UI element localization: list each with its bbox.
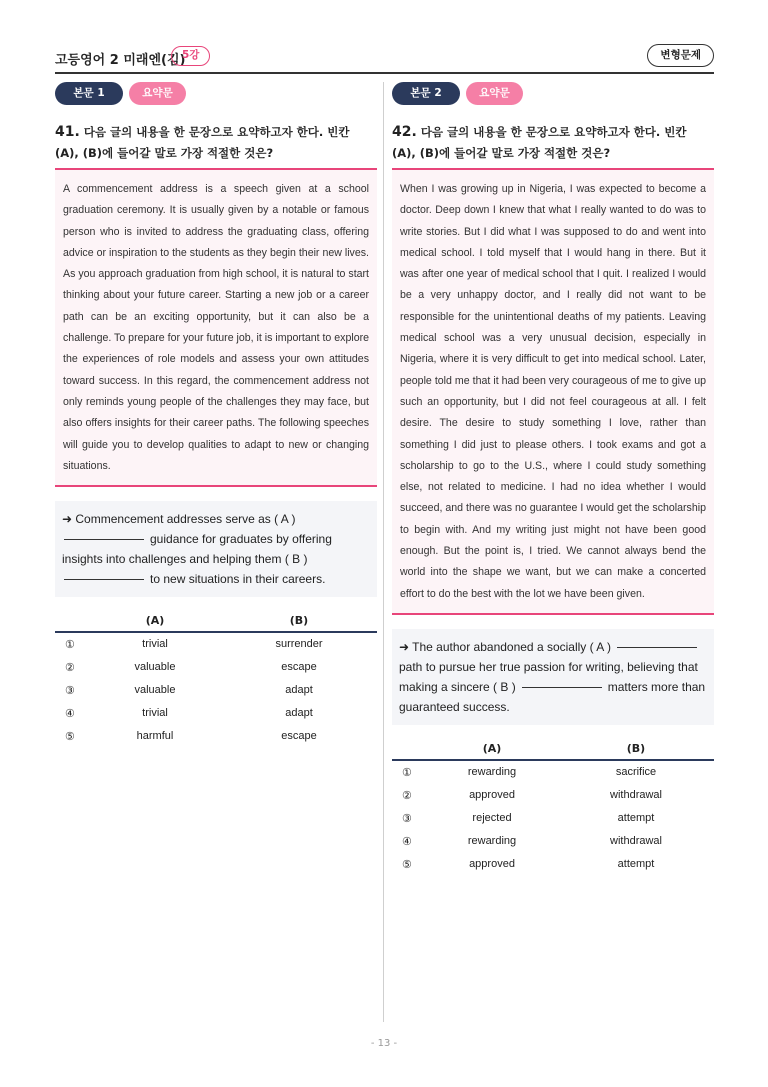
header-a: (A) bbox=[145, 614, 165, 628]
option-b: adapt bbox=[285, 684, 313, 697]
summary-tag: 요약문 bbox=[129, 82, 186, 105]
blank-a bbox=[617, 647, 697, 648]
option-b: escape bbox=[281, 730, 317, 743]
option-b: adapt bbox=[285, 707, 313, 720]
option-row[interactable] bbox=[392, 807, 714, 830]
blank-a bbox=[64, 539, 144, 540]
option-number: ① bbox=[402, 766, 412, 779]
option-b: attempt bbox=[617, 857, 655, 870]
answer-options bbox=[55, 609, 377, 748]
summary-part-1: ➜ Commencement addresses serve as ( A ) bbox=[62, 512, 296, 527]
passage-tag: 본문 1 bbox=[55, 82, 123, 105]
option-a: rewarding bbox=[467, 765, 517, 778]
question-number: 41. bbox=[55, 124, 80, 140]
options-header bbox=[392, 737, 714, 761]
header-b: (B) bbox=[289, 614, 309, 628]
option-a: valuable bbox=[134, 661, 176, 674]
option-b: withdrawal bbox=[610, 834, 662, 847]
answer-options bbox=[392, 737, 714, 876]
page-header bbox=[55, 44, 714, 74]
option-b: sacrifice bbox=[615, 765, 657, 778]
option-a: approved bbox=[469, 857, 515, 870]
page-number: - 13 - bbox=[370, 1038, 398, 1049]
question-text: 다음 글의 내용을 한 문장으로 요약하고자 한다. 빈칸 (A), (B)에 들어갈 말로 가장 적절한 것은? bbox=[55, 125, 350, 160]
option-number: ② bbox=[65, 662, 75, 675]
question-prompt bbox=[392, 122, 714, 164]
option-number: ③ bbox=[402, 812, 412, 825]
option-a: trivial bbox=[142, 638, 168, 651]
column-divider bbox=[383, 82, 384, 1022]
option-number: ⑤ bbox=[402, 858, 412, 871]
option-b: surrender bbox=[275, 638, 323, 651]
tag-group bbox=[392, 82, 714, 106]
question-text: 다음 글의 내용을 한 문장으로 요약하고자 한다. 빈칸 (A), (B)에 들어갈 말로 가장 적절한 것은? bbox=[392, 125, 687, 160]
question-prompt bbox=[55, 122, 377, 164]
passage-bottom-line bbox=[55, 485, 377, 487]
option-a: trivial bbox=[142, 707, 168, 720]
option-b: escape bbox=[281, 661, 317, 674]
option-row[interactable] bbox=[55, 725, 377, 748]
summary-part-1: ➜ The author abandoned a socially ( A ) bbox=[399, 639, 611, 654]
option-row[interactable] bbox=[55, 702, 377, 725]
option-b: attempt bbox=[617, 811, 655, 824]
blank-b bbox=[64, 579, 144, 580]
header-b: (B) bbox=[626, 741, 646, 755]
option-number: ① bbox=[65, 639, 75, 652]
option-row[interactable] bbox=[392, 853, 714, 876]
option-number: ④ bbox=[65, 708, 75, 721]
option-number: ③ bbox=[65, 685, 75, 698]
option-b: withdrawal bbox=[610, 788, 662, 801]
option-a: valuable bbox=[134, 684, 176, 697]
options-header bbox=[55, 609, 377, 633]
option-row[interactable] bbox=[392, 784, 714, 807]
option-number: ④ bbox=[402, 835, 412, 848]
passage-tag: 본문 2 bbox=[392, 82, 460, 105]
summary-tag: 요약문 bbox=[466, 82, 523, 105]
summary-part-2: path to pursue her true passion for writing, believing that making a sincere ( B ) bbox=[399, 659, 698, 694]
tag-group bbox=[55, 82, 377, 106]
option-number: ⑤ bbox=[65, 731, 75, 744]
summary-part-2: guidance for graduates by offering insights into challenges and helping them ( B ) bbox=[62, 532, 332, 567]
option-a: rewarding bbox=[467, 834, 517, 847]
option-a: approved bbox=[469, 788, 515, 801]
question-type-badge: 변형문제 bbox=[647, 44, 714, 67]
passage-text: A commencement address is a speech given at a school graduation ceremony. It is usually given by a notable or famous person who is invited to address the graduating class, offering advice or inspiration to the students as they begin their new lives. As you approach graduation from high school, it is natural to start thinking about your future career. Starting a new job or a career path can be an exciting opportunity, but it can also be a challenge. To prepare for your future job, it is important to explore the experiences of role models and assess your own attitudes toward success. In this regard, the commencement address not only reminds young people of the challenges they may face, but also offers insights for their career paths. The following speeches will guide you to develop qualities to adapt to new or changing situations. bbox=[55, 170, 377, 485]
question-41 bbox=[55, 82, 377, 748]
blank-b bbox=[522, 687, 602, 688]
option-a: harmful bbox=[136, 730, 174, 743]
option-row[interactable] bbox=[55, 679, 377, 702]
option-row[interactable] bbox=[392, 830, 714, 853]
textbook-title: 고등영어 2 미래엔(김) bbox=[55, 53, 186, 68]
header-a: (A) bbox=[482, 741, 502, 755]
option-row[interactable] bbox=[55, 656, 377, 679]
summary-box bbox=[55, 501, 377, 597]
question-number: 42. bbox=[392, 124, 417, 140]
option-a: rejected bbox=[472, 811, 512, 824]
option-number: ② bbox=[402, 789, 412, 802]
summary-part-3: to new situations in their careers. bbox=[150, 572, 326, 587]
passage-text: When I was growing up in Nigeria, I was expected to become a doctor. Deep down I knew that what I really wanted to do was to write stories. But I did what I was supposed to do and went into medical school. I told myself that I would hang in there. But it was after one year of medical school that I quit. I realized I would be a very unhappy doctor, and I really did not want to be responsible for the unintentional deaths of my patients. Leaving medical school was a very unusual decision, especially in Nigeria, where it is very difficult to get into medical school. Later, people told me that it had been very courageous of me to give up such an opportunity, but I did not feel courageous at all. I felt desire. The desire to study something I love, rather than something I did just to please others. I took exams and got a scholarship to go to the U.S., where I could study something else, not related to medicine. I had no idea whether I would succeed, and there was no guarantee I would get the scholarship to begin with. And my writing just might not have been good enough. But the point is, I tried. We cannot always bend the world into the shape we want, but we can make a concerted effort to do the best with the lot we have been given. bbox=[392, 170, 714, 613]
lesson-badge: 5강 bbox=[171, 46, 210, 66]
summary-box bbox=[392, 629, 714, 725]
question-42 bbox=[392, 82, 714, 876]
option-row[interactable] bbox=[55, 633, 377, 656]
summary-part-3: matters more than guaranteed success. bbox=[399, 679, 706, 714]
option-row[interactable] bbox=[392, 761, 714, 784]
passage-bottom-line bbox=[392, 613, 714, 615]
